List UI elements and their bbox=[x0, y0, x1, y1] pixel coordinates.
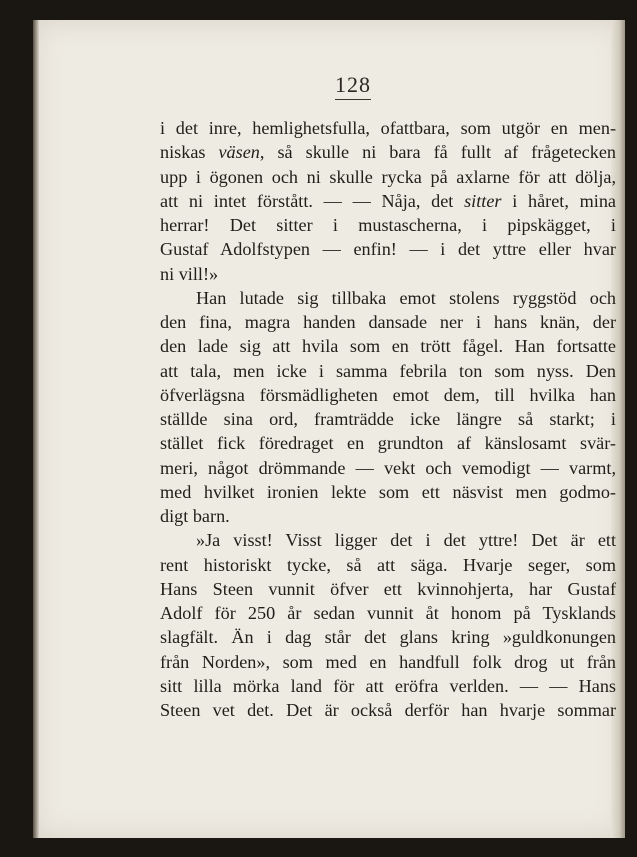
book-page bbox=[33, 20, 625, 838]
emphasized-word: väsen bbox=[218, 142, 260, 163]
text-line: meri, något drömmande — vekt och vemodigt — varmt, bbox=[160, 457, 616, 478]
text-line: upp i ögonen och ni skulle rycka på axlarne för att dölja, bbox=[160, 166, 616, 187]
header-rule bbox=[335, 99, 371, 100]
text-line: att ni intet förstått. — — Nåja, det sitter i håret, mina bbox=[160, 190, 616, 211]
text-line: Adolf för 250 år sedan vunnit åt honom på Tysklands bbox=[160, 603, 616, 623]
text-line: ställde sina ord, framträdde icke längre så starkt; i bbox=[160, 409, 616, 429]
text-line: »Ja visst! Visst ligger det i det yttre! Det är ett bbox=[196, 530, 616, 551]
page-binding-shadow bbox=[33, 20, 39, 838]
text-line: slagfält. Än i dag står det glans kring »guldkonungen bbox=[160, 627, 616, 648]
text-line: den lade sig att hvila som en trött fågel. Han fortsatte bbox=[160, 336, 616, 357]
page-number: 128 bbox=[335, 72, 371, 97]
text-line: ni vill!» bbox=[160, 263, 219, 284]
text-line: sitt lilla mörka land för att eröfra verlden. — — Hans bbox=[160, 675, 616, 696]
text-line: Hans Steen vunnit öfver ett kvinnohjerta, har Gustaf bbox=[160, 578, 616, 599]
text-line: den fina, magra handen dansade ner i hans knän, der bbox=[160, 312, 616, 332]
text-line: Han lutade sig tillbaka emot stolens ryggstöd och bbox=[196, 287, 616, 308]
text-line: Gustaf Adolfstypen — enfin! — i det yttre eller hvar bbox=[160, 239, 616, 260]
body-text bbox=[160, 116, 616, 722]
text-line: i det inre, hemlighetsfulla, ofattbara, som utgör en men- bbox=[160, 118, 616, 138]
text-line: med hvilket ironien lekte som ett näsvist men godmo- bbox=[160, 481, 616, 502]
text-line: från Norden», som med en handfull folk drog ut från bbox=[160, 651, 616, 672]
text-line: stället fick föredraget en grundton af känslosamt svär- bbox=[160, 433, 616, 454]
text-line: rent historiskt tycke, så att säga. Hvarje seger, som bbox=[160, 554, 616, 575]
text-line: att tala, men icke i samma febrila ton som nyss. Den bbox=[160, 360, 616, 381]
text-line: niskas väsen, så skulle ni bara få fullt af frågetecken bbox=[160, 142, 616, 163]
emphasized-word: sitter bbox=[464, 190, 502, 211]
text-line: herrar! Det sitter i mustascherna, i pipskägget, i bbox=[160, 215, 616, 235]
text-line: digt barn. bbox=[160, 506, 230, 526]
text-line: öfverlägsna försmädligheten emot dem, till hvilka han bbox=[160, 384, 616, 405]
text-line: Steen vet det. Det är också derför han hvarje sommar bbox=[160, 700, 616, 720]
